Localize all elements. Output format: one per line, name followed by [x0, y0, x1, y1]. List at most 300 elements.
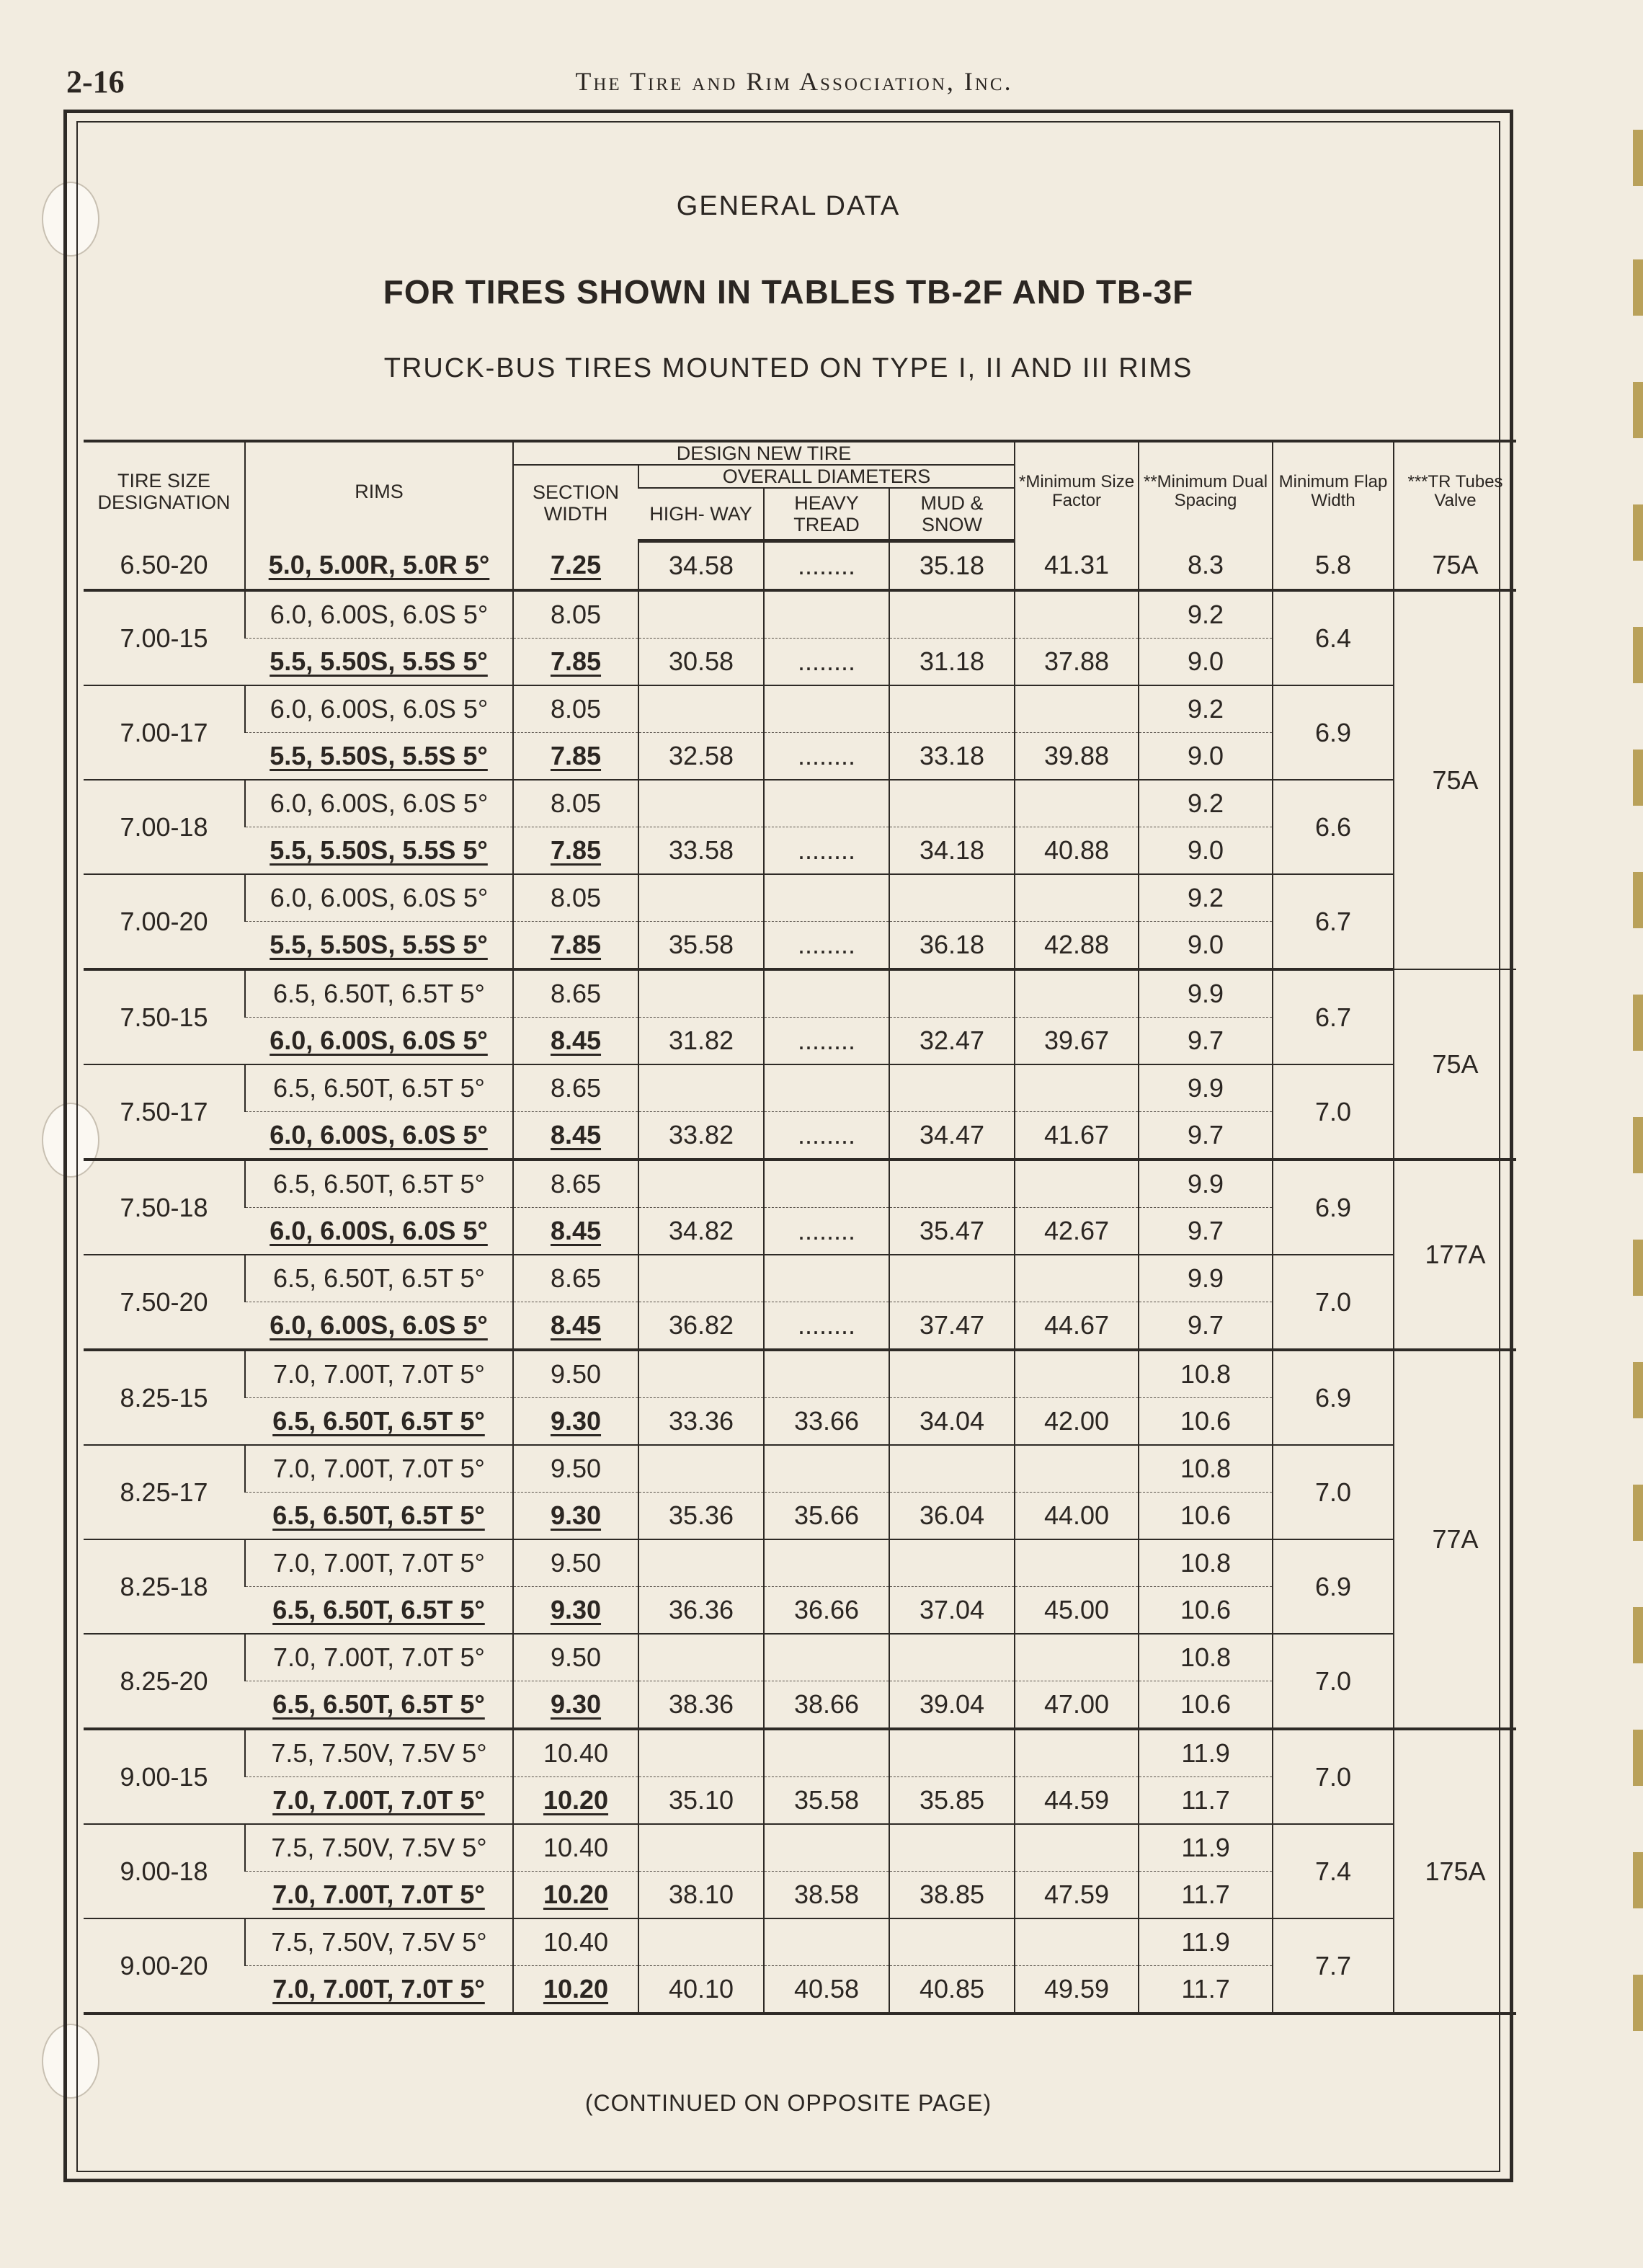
- dual-spacing-cell: 10.6: [1139, 1587, 1273, 1635]
- rim-cell: [245, 1398, 513, 1446]
- size-factor-cell: [1015, 1064, 1139, 1112]
- dual-spacing-cell: 10.8: [1139, 1445, 1273, 1493]
- mud-snow-cell: 35.18: [889, 541, 1015, 591]
- heavy-tread-cell: 38.58: [764, 1872, 889, 1919]
- section-width-value: 9.30: [550, 1595, 602, 1624]
- table-row: [84, 1539, 1516, 1587]
- mud-snow-cell: [889, 780, 1015, 827]
- tire-size-cell: 8.25-17: [84, 1445, 245, 1539]
- section-width-value: 10.20: [543, 1974, 609, 2004]
- dual-spacing-cell: 11.9: [1139, 1824, 1273, 1872]
- association-name: The Tire and Rim Association, Inc.: [575, 67, 1013, 96]
- mud-snow-cell: 36.18: [889, 922, 1015, 970]
- highway-cell: [638, 590, 764, 639]
- index-tab-mark: [1633, 627, 1643, 683]
- section-width-value: 7.85: [550, 646, 602, 676]
- size-factor-cell: [1015, 1350, 1139, 1398]
- table-row: [84, 1824, 1516, 1872]
- rim-value: 5.5, 5.50S, 5.5S 5°: [270, 835, 488, 865]
- rim-cell: 7.5, 7.50V, 7.5V 5°: [245, 1824, 513, 1872]
- rim-value: 6.0, 6.00S, 6.0S 5°: [270, 1216, 488, 1245]
- rim-cell: [245, 1872, 513, 1919]
- highway-cell: 33.82: [638, 1112, 764, 1160]
- highway-cell: 38.36: [638, 1681, 764, 1730]
- mud-snow-cell: [889, 1350, 1015, 1398]
- col-rims: RIMS: [245, 441, 513, 541]
- rim-cell: 7.5, 7.50V, 7.5V 5°: [245, 1918, 513, 1966]
- size-factor-cell: [1015, 874, 1139, 922]
- tire-data-table: [84, 440, 1516, 2015]
- rim-cell: [245, 733, 513, 781]
- mud-snow-cell: 34.04: [889, 1398, 1015, 1446]
- size-factor-cell: [1015, 1539, 1139, 1587]
- tire-data-table-wrap: [84, 440, 1516, 2015]
- flap-width-cell: 7.0: [1273, 1064, 1394, 1160]
- col-design-new-tire: DESIGN NEW TIRE: [513, 441, 1015, 465]
- rim-cell: [245, 639, 513, 686]
- dual-spacing-cell: 9.9: [1139, 969, 1273, 1018]
- table-row: [84, 590, 1516, 639]
- page-subtitle: TRUCK-BUS TIRES MOUNTED ON TYPE I, II AND III RIMS: [383, 353, 1193, 383]
- section-width-value: 8.45: [550, 1310, 602, 1340]
- section-width-cell: [513, 827, 638, 875]
- index-tab-mark: [1633, 1240, 1643, 1296]
- size-factor-cell: [1015, 1634, 1139, 1681]
- dual-spacing-cell: 9.2: [1139, 780, 1273, 827]
- rim-cell: [245, 541, 513, 591]
- rim-value: 5.5, 5.50S, 5.5S 5°: [270, 741, 488, 770]
- mud-snow-cell: 37.47: [889, 1302, 1015, 1351]
- size-factor-cell: 49.59: [1015, 1966, 1139, 2014]
- table-row: [84, 541, 1516, 591]
- size-factor-cell: [1015, 1160, 1139, 1208]
- section-width-cell: 8.05: [513, 590, 638, 639]
- size-factor-cell: 39.67: [1015, 1018, 1139, 1065]
- index-tab-mark: [1633, 1362, 1643, 1418]
- page-number: 2-16: [66, 64, 125, 99]
- rim-value: 7.0, 7.00T, 7.0T 5°: [272, 1785, 485, 1815]
- highway-cell: [638, 969, 764, 1018]
- mud-snow-cell: 34.18: [889, 827, 1015, 875]
- tire-size-cell: 9.00-15: [84, 1729, 245, 1824]
- heavy-tread-cell: [764, 1824, 889, 1872]
- index-tab-mark: [1633, 1117, 1643, 1173]
- section-width-value: 7.85: [550, 930, 602, 959]
- size-factor-cell: [1015, 969, 1139, 1018]
- section-heading: GENERAL DATA: [676, 191, 901, 221]
- size-factor-cell: [1015, 1918, 1139, 1966]
- dual-spacing-cell: 11.7: [1139, 1966, 1273, 2014]
- tire-size-cell: 9.00-18: [84, 1824, 245, 1918]
- section-width-value: 7.85: [550, 741, 602, 770]
- heavy-tread-cell: [764, 969, 889, 1018]
- rim-cell: 7.0, 7.00T, 7.0T 5°: [245, 1350, 513, 1398]
- size-factor-cell: [1015, 1445, 1139, 1493]
- section-width-cell: [513, 733, 638, 781]
- mud-snow-cell: 36.04: [889, 1493, 1015, 1540]
- running-head: [66, 63, 1522, 110]
- col-highway: HIGH- WAY: [638, 488, 764, 541]
- heavy-tread-cell: [764, 590, 889, 639]
- mud-snow-cell: [889, 685, 1015, 733]
- col-mud-snow: MUD & SNOW: [889, 488, 1015, 541]
- table-row: [84, 1729, 1516, 1777]
- valve-cell: 75A: [1394, 590, 1516, 969]
- tire-size-cell: 7.50-15: [84, 969, 245, 1064]
- heavy-tread-cell: 35.66: [764, 1493, 889, 1540]
- index-tab-mark: [1633, 872, 1643, 928]
- dual-spacing-cell: 9.7: [1139, 1208, 1273, 1255]
- index-tab-mark: [1633, 750, 1643, 806]
- section-width-value: 10.20: [543, 1880, 609, 1909]
- dual-spacing-cell: 9.9: [1139, 1064, 1273, 1112]
- tire-size-cell: 8.25-18: [84, 1539, 245, 1634]
- section-width-cell: 8.05: [513, 685, 638, 733]
- rim-value: 7.0, 7.00T, 7.0T 5°: [272, 1880, 485, 1909]
- section-width-value: 7.25: [550, 549, 602, 579]
- index-tab-mark: [1633, 130, 1643, 186]
- col-min-dual-spacing: **Minimum Dual Spacing: [1139, 441, 1273, 541]
- index-tab-mark: [1633, 259, 1643, 316]
- dual-spacing-cell: 10.6: [1139, 1398, 1273, 1446]
- size-factor-cell: 37.88: [1015, 639, 1139, 686]
- section-width-cell: 8.65: [513, 1255, 638, 1302]
- highway-cell: 36.82: [638, 1302, 764, 1351]
- rim-cell: [245, 827, 513, 875]
- section-width-cell: [513, 922, 638, 970]
- table-row: [84, 1634, 1516, 1681]
- dual-spacing-cell: 10.6: [1139, 1681, 1273, 1730]
- heavy-tread-cell: 35.58: [764, 1777, 889, 1825]
- flap-width-cell: 6.9: [1273, 1160, 1394, 1255]
- size-factor-cell: [1015, 685, 1139, 733]
- section-width-cell: 8.05: [513, 780, 638, 827]
- table-body: [84, 541, 1516, 2014]
- valve-cell: 177A: [1394, 1160, 1516, 1350]
- rim-cell: 7.0, 7.00T, 7.0T 5°: [245, 1539, 513, 1587]
- highway-cell: [638, 1350, 764, 1398]
- heavy-tread-cell: [764, 1634, 889, 1681]
- highway-cell: 33.58: [638, 827, 764, 875]
- mud-snow-cell: 32.47: [889, 1018, 1015, 1065]
- flap-width-cell: 7.0: [1273, 1255, 1394, 1350]
- section-width-value: 8.45: [550, 1216, 602, 1245]
- highway-cell: [638, 1064, 764, 1112]
- highway-cell: 32.58: [638, 733, 764, 781]
- mud-snow-cell: [889, 1160, 1015, 1208]
- mud-snow-cell: 33.18: [889, 733, 1015, 781]
- dual-spacing-cell: 11.7: [1139, 1872, 1273, 1919]
- section-width-cell: 10.40: [513, 1918, 638, 1966]
- heavy-tread-cell: ........: [764, 639, 889, 686]
- tire-size-cell: 7.50-18: [84, 1160, 245, 1255]
- mud-snow-cell: [889, 1729, 1015, 1777]
- highway-cell: [638, 780, 764, 827]
- highway-cell: 38.10: [638, 1872, 764, 1919]
- rim-value: 6.5, 6.50T, 6.5T 5°: [272, 1406, 485, 1436]
- section-width-value: 7.85: [550, 835, 602, 865]
- heavy-tread-cell: ........: [764, 733, 889, 781]
- rim-cell: 6.5, 6.50T, 6.5T 5°: [245, 1064, 513, 1112]
- heavy-tread-cell: [764, 1160, 889, 1208]
- tire-size-cell: 9.00-20: [84, 1918, 245, 2014]
- highway-cell: 36.36: [638, 1587, 764, 1635]
- dual-spacing-cell: 9.9: [1139, 1160, 1273, 1208]
- page-title: FOR TIRES SHOWN IN TABLES TB-2F AND TB-3F: [383, 273, 1194, 311]
- table-row: [84, 1918, 1516, 1966]
- rim-cell: 6.0, 6.00S, 6.0S 5°: [245, 780, 513, 827]
- highway-cell: 33.36: [638, 1398, 764, 1446]
- heavy-tread-cell: [764, 1350, 889, 1398]
- rim-value: 5.0, 5.00R, 5.0R 5°: [268, 549, 490, 579]
- dual-spacing-cell: 10.8: [1139, 1634, 1273, 1681]
- flap-width-cell: 6.7: [1273, 969, 1394, 1064]
- index-tab-mark: [1633, 382, 1643, 438]
- highway-cell: 35.58: [638, 922, 764, 970]
- table-row: [84, 780, 1516, 827]
- size-factor-cell: [1015, 1255, 1139, 1302]
- section-width-cell: 9.50: [513, 1350, 638, 1398]
- section-width-value: 8.45: [550, 1026, 602, 1055]
- mud-snow-cell: 38.85: [889, 1872, 1015, 1919]
- highway-cell: [638, 1634, 764, 1681]
- rim-value: 5.5, 5.50S, 5.5S 5°: [270, 646, 488, 676]
- rim-cell: [245, 922, 513, 970]
- col-heavy-tread: HEAVY TREAD: [764, 488, 889, 541]
- heavy-tread-cell: 36.66: [764, 1587, 889, 1635]
- section-width-cell: [513, 639, 638, 686]
- index-tab-mark: [1633, 504, 1643, 561]
- flap-width-cell: 5.8: [1273, 541, 1394, 591]
- highway-cell: [638, 1160, 764, 1208]
- valve-cell: 175A: [1394, 1729, 1516, 2014]
- heavy-tread-cell: [764, 1539, 889, 1587]
- section-width-cell: [513, 1018, 638, 1065]
- mud-snow-cell: [889, 1918, 1015, 1966]
- tire-size-cell: 8.25-15: [84, 1350, 245, 1445]
- highway-cell: [638, 685, 764, 733]
- highway-cell: 30.58: [638, 639, 764, 686]
- section-width-cell: [513, 1398, 638, 1446]
- heavy-tread-cell: ........: [764, 1302, 889, 1351]
- rim-value: 6.0, 6.00S, 6.0S 5°: [270, 1026, 488, 1055]
- mud-snow-cell: [889, 1064, 1015, 1112]
- dual-spacing-cell: 9.0: [1139, 639, 1273, 686]
- index-tab-mark: [1633, 1852, 1643, 1908]
- section-width-cell: [513, 1493, 638, 1540]
- mud-snow-cell: [889, 969, 1015, 1018]
- mud-snow-cell: 39.04: [889, 1681, 1015, 1730]
- col-section-width: SECTION WIDTH: [513, 465, 638, 541]
- dual-spacing-cell: 11.9: [1139, 1918, 1273, 1966]
- col-tubes-valve: ***TR Tubes Valve: [1394, 441, 1516, 541]
- dual-spacing-cell: 9.0: [1139, 922, 1273, 970]
- section-width-cell: [513, 1966, 638, 2014]
- heavy-tread-cell: ........: [764, 922, 889, 970]
- mud-snow-cell: 40.85: [889, 1966, 1015, 2014]
- size-factor-cell: 41.31: [1015, 541, 1139, 591]
- size-factor-cell: [1015, 780, 1139, 827]
- rim-cell: [245, 1208, 513, 1255]
- rim-value: 6.0, 6.00S, 6.0S 5°: [270, 1310, 488, 1340]
- dual-spacing-cell: 9.9: [1139, 1255, 1273, 1302]
- section-width-cell: [513, 1587, 638, 1635]
- section-width-cell: [513, 1681, 638, 1730]
- rim-cell: [245, 1587, 513, 1635]
- dual-spacing-cell: 9.2: [1139, 685, 1273, 733]
- rim-value: 5.5, 5.50S, 5.5S 5°: [270, 930, 488, 959]
- highway-cell: [638, 1445, 764, 1493]
- flap-width-cell: 7.7: [1273, 1918, 1394, 2014]
- highway-cell: [638, 874, 764, 922]
- index-tab-mark: [1633, 1485, 1643, 1541]
- rim-cell: 6.0, 6.00S, 6.0S 5°: [245, 874, 513, 922]
- heavy-tread-cell: 33.66: [764, 1398, 889, 1446]
- mud-snow-cell: 35.85: [889, 1777, 1015, 1825]
- dual-spacing-cell: 11.9: [1139, 1729, 1273, 1777]
- mud-snow-cell: [889, 1445, 1015, 1493]
- table-row: [84, 1350, 1516, 1398]
- heavy-tread-cell: [764, 780, 889, 827]
- rim-cell: 7.0, 7.00T, 7.0T 5°: [245, 1445, 513, 1493]
- flap-width-cell: 7.0: [1273, 1445, 1394, 1539]
- section-width-cell: 10.40: [513, 1824, 638, 1872]
- highway-cell: 31.82: [638, 1018, 764, 1065]
- mud-snow-cell: [889, 874, 1015, 922]
- section-width-cell: [513, 1208, 638, 1255]
- size-factor-cell: 42.67: [1015, 1208, 1139, 1255]
- flap-width-cell: 7.0: [1273, 1729, 1394, 1824]
- size-factor-cell: 44.59: [1015, 1777, 1139, 1825]
- table-row: [84, 1160, 1516, 1208]
- section-width-cell: 8.65: [513, 1064, 638, 1112]
- heavy-tread-cell: [764, 685, 889, 733]
- rim-value: 6.5, 6.50T, 6.5T 5°: [272, 1689, 485, 1719]
- dual-spacing-cell: 9.2: [1139, 874, 1273, 922]
- size-factor-cell: 39.88: [1015, 733, 1139, 781]
- col-tire-size: TIRE SIZE DESIGNATION: [84, 441, 245, 541]
- size-factor-cell: 47.59: [1015, 1872, 1139, 1919]
- dual-spacing-cell: 9.7: [1139, 1112, 1273, 1160]
- tire-size-cell: 8.25-20: [84, 1634, 245, 1729]
- heavy-tread-cell: 40.58: [764, 1966, 889, 2014]
- rim-cell: [245, 1112, 513, 1160]
- flap-width-cell: 6.4: [1273, 590, 1394, 685]
- size-factor-cell: 42.88: [1015, 922, 1139, 970]
- table-row: [84, 969, 1516, 1018]
- flap-width-cell: 6.9: [1273, 685, 1394, 780]
- section-width-cell: 8.65: [513, 1160, 638, 1208]
- tire-size-cell: 7.00-18: [84, 780, 245, 874]
- heavy-tread-cell: ........: [764, 1208, 889, 1255]
- highway-cell: 35.36: [638, 1493, 764, 1540]
- dual-spacing-cell: 10.8: [1139, 1539, 1273, 1587]
- size-factor-cell: [1015, 1729, 1139, 1777]
- heavy-tread-cell: [764, 1445, 889, 1493]
- size-factor-cell: 45.00: [1015, 1587, 1139, 1635]
- col-min-flap-width: Minimum Flap Width: [1273, 441, 1394, 541]
- mud-snow-cell: [889, 1255, 1015, 1302]
- rim-value: 6.0, 6.00S, 6.0S 5°: [270, 1120, 488, 1149]
- size-factor-cell: 40.88: [1015, 827, 1139, 875]
- mud-snow-cell: 35.47: [889, 1208, 1015, 1255]
- dual-spacing-cell: 11.7: [1139, 1777, 1273, 1825]
- section-width-cell: [513, 541, 638, 591]
- index-tab-mark: [1633, 1730, 1643, 1786]
- rim-cell: [245, 1777, 513, 1825]
- mud-snow-cell: [889, 590, 1015, 639]
- mud-snow-cell: [889, 1539, 1015, 1587]
- rim-cell: [245, 1681, 513, 1730]
- section-width-cell: [513, 1872, 638, 1919]
- size-factor-cell: 41.67: [1015, 1112, 1139, 1160]
- table-row: [84, 1255, 1516, 1302]
- rim-cell: 6.0, 6.00S, 6.0S 5°: [245, 590, 513, 639]
- rim-value: 7.0, 7.00T, 7.0T 5°: [272, 1974, 485, 2004]
- col-min-size-factor: *Minimum Size Factor: [1015, 441, 1139, 541]
- table-header: [84, 441, 1516, 541]
- flap-width-cell: 7.4: [1273, 1824, 1394, 1918]
- flap-width-cell: 7.0: [1273, 1634, 1394, 1729]
- heavy-tread-cell: [764, 1729, 889, 1777]
- highway-cell: 40.10: [638, 1966, 764, 2014]
- valve-cell: 75A: [1394, 541, 1516, 591]
- tire-size-cell: 7.50-17: [84, 1064, 245, 1160]
- flap-width-cell: 6.9: [1273, 1539, 1394, 1634]
- size-factor-cell: [1015, 590, 1139, 639]
- mud-snow-cell: 34.47: [889, 1112, 1015, 1160]
- table-row: [84, 1445, 1516, 1493]
- flap-width-cell: 6.6: [1273, 780, 1394, 874]
- highway-cell: 34.58: [638, 541, 764, 591]
- continued-note: (CONTINUED ON OPPOSITE PAGE): [584, 2090, 992, 2116]
- rim-cell: 6.0, 6.00S, 6.0S 5°: [245, 685, 513, 733]
- section-width-value: 8.45: [550, 1120, 602, 1149]
- tire-size-cell: 7.00-17: [84, 685, 245, 780]
- rim-value: 6.5, 6.50T, 6.5T 5°: [272, 1500, 485, 1530]
- rim-cell: 6.5, 6.50T, 6.5T 5°: [245, 1160, 513, 1208]
- section-width-value: 9.30: [550, 1406, 602, 1436]
- highway-cell: [638, 1539, 764, 1587]
- highway-cell: [638, 1729, 764, 1777]
- rim-cell: [245, 1493, 513, 1540]
- tire-size-cell: 7.00-20: [84, 874, 245, 969]
- index-tab-mark: [1633, 995, 1643, 1051]
- dual-spacing-cell: 9.0: [1139, 827, 1273, 875]
- rim-cell: [245, 1302, 513, 1351]
- section-width-value: 9.30: [550, 1689, 602, 1719]
- index-tab-mark: [1633, 1975, 1643, 2031]
- dual-spacing-cell: 9.7: [1139, 1302, 1273, 1351]
- flap-width-cell: 6.9: [1273, 1350, 1394, 1445]
- flap-width-cell: 6.7: [1273, 874, 1394, 969]
- mud-snow-cell: 31.18: [889, 639, 1015, 686]
- rim-value: 6.5, 6.50T, 6.5T 5°: [272, 1595, 485, 1624]
- rim-cell: [245, 1966, 513, 2014]
- size-factor-cell: 47.00: [1015, 1681, 1139, 1730]
- rim-cell: [245, 1018, 513, 1065]
- highway-cell: 35.10: [638, 1777, 764, 1825]
- heavy-tread-cell: ........: [764, 827, 889, 875]
- heavy-tread-cell: [764, 1918, 889, 1966]
- rim-cell: 7.0, 7.00T, 7.0T 5°: [245, 1634, 513, 1681]
- tire-size-cell: 6.50-20: [84, 541, 245, 591]
- tire-size-cell: 7.50-20: [84, 1255, 245, 1350]
- section-width-value: 9.30: [550, 1500, 602, 1530]
- section-width-cell: 8.05: [513, 874, 638, 922]
- section-width-cell: 9.50: [513, 1634, 638, 1681]
- table-row: [84, 1064, 1516, 1112]
